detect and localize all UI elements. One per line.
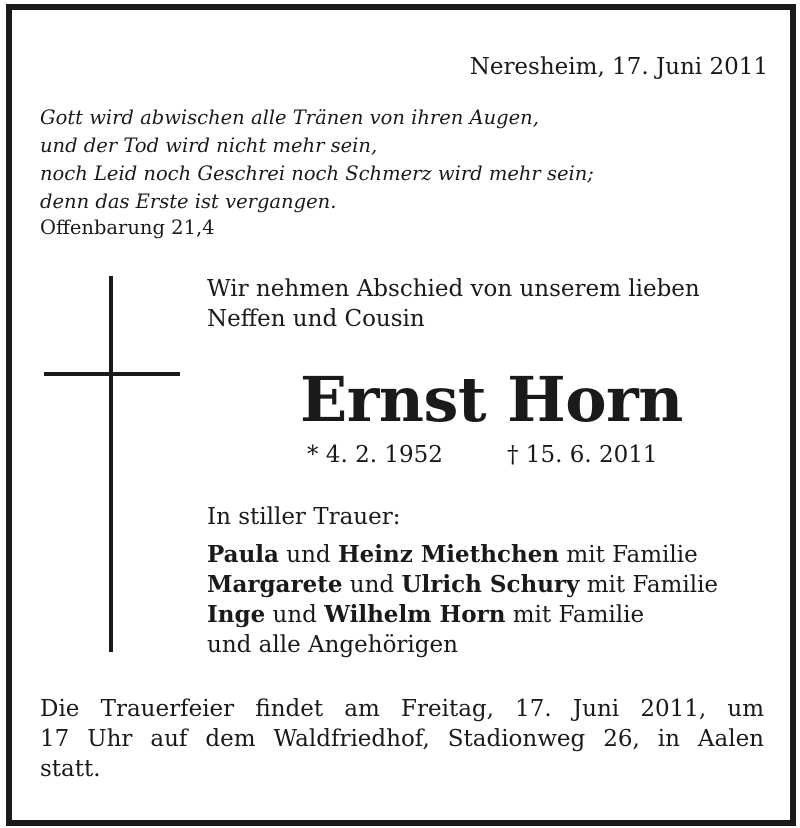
mourner-suffix: mit Familie [505,602,645,628]
verse-line: noch Leid noch Geschrei noch Schmerz wird mehr sein; [40,162,594,185]
mourner-name: Paula [207,541,279,568]
funeral-line: 17 Uhr auf dem Waldfriedhof, Stadionweg 26, in Aalen [40,726,764,752]
verse-line: Gott wird abwischen alle Tränen von ihren Augen, [40,106,539,129]
death-date: † 15. 6. 2011 [507,442,658,468]
funeral-line: Die Trauerfeier findet am Freitag, 17. Juni 2011, um [40,696,764,722]
mourner-joiner: und [278,542,338,568]
mourner-joiner: und [342,572,402,598]
mourner-family [207,540,718,570]
funeral-line: statt. [40,756,101,782]
farewell-intro [207,274,700,334]
mourners-list [207,540,718,660]
verse-line: und der Tod wird nicht mehr sein, [40,134,378,157]
deceased-name: Ernst Horn [300,363,683,436]
mourner-name: Heinz Miethchen [337,541,560,568]
mourner-name: Margarete [207,571,343,598]
cross-icon [109,276,113,652]
mourner-name: Ulrich Schury [401,571,580,598]
mourner-name: Inge [207,601,266,628]
cross-icon-bar [44,372,180,376]
funeral-announcement [40,694,764,784]
obituary-notice [12,10,790,820]
mourner-suffix: mit Familie [559,542,698,568]
place-date: Neresheim, 17. Juni 2011 [469,54,768,80]
mourners-closing: und alle Angehörigen [207,632,458,658]
mourner-suffix: mit Familie [579,572,719,598]
notice-border [6,4,796,826]
birth-date: * 4. 2. 1952 [307,442,443,468]
mourner-family [207,570,718,600]
bible-verse [40,104,594,216]
verse-reference: Offenbarung 21,4 [40,216,215,239]
mourner-family [207,600,718,630]
mourner-name: Wilhelm Horn [324,601,506,628]
mourning-heading: In stiller Trauer: [207,504,401,530]
intro-line: Wir nehmen Abschied von unserem lieben [207,276,700,302]
verse-line: denn das Erste ist vergangen. [40,190,337,213]
mourner-joiner: und [265,602,325,628]
intro-line: Neffen und Cousin [207,306,425,332]
